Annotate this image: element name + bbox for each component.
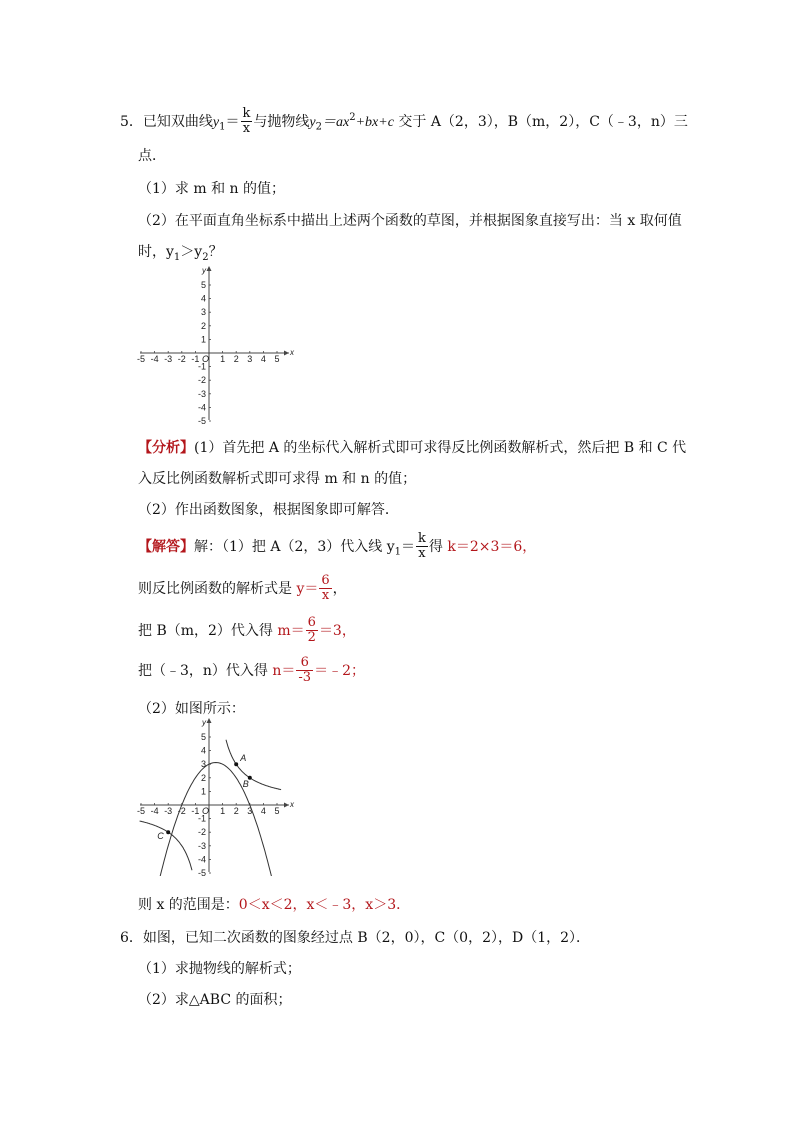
x-tick-label: -5 xyxy=(136,806,146,816)
y-tick-label: 4 xyxy=(200,293,206,304)
y-arrow xyxy=(207,718,212,723)
analysis-line2: 入反比例函数解析式即可求得 m 和 n 的值； xyxy=(138,471,417,487)
y-tick-label: 4 xyxy=(200,745,206,756)
y-tick-label: 2 xyxy=(200,772,206,783)
parabola-curve xyxy=(160,763,272,877)
answer-line2: 则反比例函数的解析式是 y＝ $\frac{6}{x}$ ， xyxy=(138,573,347,604)
answer-line1: 【解答】解：（1）把 A（2，3）代入线 $y_1=$ $\frac{k}{x}$ 得 k＝2×3＝6， xyxy=(138,531,537,562)
y-tick-label: -1 xyxy=(197,813,206,824)
y1-subscript: 1 xyxy=(219,121,226,133)
q5-line2: 点． xyxy=(138,148,166,164)
x-tick-label: 3 xyxy=(247,354,253,364)
y-tick-label: -3 xyxy=(197,388,206,399)
six-over-neg-three: $\frac{6}{-3}$ xyxy=(298,655,312,686)
x-tick-label: 3 xyxy=(247,806,253,816)
x-tick-label: -1 xyxy=(191,354,200,364)
y-tick-label: 5 xyxy=(200,732,206,742)
y-tick-label: 1 xyxy=(200,786,206,797)
x-axis-label: x xyxy=(290,348,294,357)
y1-symbol: y xyxy=(212,114,220,130)
answer-graph xyxy=(134,714,302,876)
intersection-point xyxy=(234,762,238,766)
x-tick-label: 4 xyxy=(260,806,266,816)
intersection-point xyxy=(166,830,170,834)
six-over-two: $\frac{6}{2}$ xyxy=(307,615,316,646)
q5-part1: （1）求 m 和 n 的值； xyxy=(138,181,285,197)
y-tick-label: 5 xyxy=(200,280,206,290)
y-axis-label: y xyxy=(202,718,206,727)
answer-line3: 把 B（m，2）代入得 m＝ $\frac{6}{2}$ ＝3， xyxy=(138,615,356,646)
point-label: C xyxy=(157,831,164,842)
y-tick-label: -4 xyxy=(197,854,206,865)
square: 2 xyxy=(349,112,356,124)
y2-symbol: y xyxy=(309,114,316,130)
y-tick-label: 3 xyxy=(200,759,206,770)
poly2: +bx+c xyxy=(355,114,394,130)
x-tick-label: 2 xyxy=(233,354,239,364)
x-tick-label: -2 xyxy=(177,806,186,816)
q5-text3: 交于 A（2，3），B（m，2），C（﹣3，n）三 xyxy=(393,113,688,130)
q5-number: 5． xyxy=(120,113,143,130)
equals: ＝ xyxy=(225,113,240,130)
y-tick-label: -5 xyxy=(197,868,206,876)
q6-part2: （2）求△ABC 的面积； xyxy=(138,992,292,1008)
analysis-line1: 【分析】(1）首先把 A 的坐标代入解析式即可求得反比例函数解析式，然后把 B 和 C 代 xyxy=(138,440,687,456)
y-tick-label: -1 xyxy=(197,361,206,372)
q5-text2: 与抛物线 xyxy=(253,113,310,130)
x-arrow xyxy=(284,351,289,356)
y-tick-label: -5 xyxy=(197,416,206,424)
q5-part2-cont: 时，$y_1>y_2$？ xyxy=(138,244,223,263)
analysis-line3: （2）作出函数图象，根据图象即可解答． xyxy=(138,502,399,518)
x-tick-label: 5 xyxy=(274,354,280,364)
x-arrow xyxy=(284,803,289,808)
x-tick-label: 5 xyxy=(274,806,280,816)
answer-line5: （2）如图所示： xyxy=(138,701,245,717)
x-tick-label: 2 xyxy=(233,806,239,816)
q6-line1: 6．如图，已知二次函数的图象经过点 B（2，0），C（0，2），D（1，2）． xyxy=(120,930,591,946)
point-label: A xyxy=(240,753,247,764)
answer-tag: 【解答】 xyxy=(138,538,194,555)
six-over-x: $\frac{6}{x}$ xyxy=(321,573,330,604)
origin-label: O xyxy=(202,354,210,364)
point-label: B xyxy=(242,778,249,789)
q6-number: 6． xyxy=(120,930,143,946)
x-tick-label: 1 xyxy=(220,354,226,364)
empty-coordinate-axes xyxy=(134,262,302,424)
y-arrow xyxy=(207,266,212,271)
x-tick-label: 4 xyxy=(260,354,266,364)
y-tick-label: -3 xyxy=(197,840,206,851)
x-tick-label: -3 xyxy=(164,806,173,816)
x-tick-label: -4 xyxy=(150,806,159,816)
q5-line1 xyxy=(120,107,688,137)
k-over-x: $\frac{k}{x}$ xyxy=(418,531,426,562)
y-tick-label: 2 xyxy=(200,320,206,331)
y-axis-label: y xyxy=(202,266,206,275)
x-axis-label: x xyxy=(290,800,294,809)
poly: ＝ax xyxy=(322,114,350,130)
answer-line6: 则 x 的范围是：0＜x＜2，x＜﹣3，x＞3． xyxy=(138,897,411,913)
x-tick-label: -3 xyxy=(164,354,173,364)
x-tick-label: -5 xyxy=(136,354,146,364)
y-tick-label: 3 xyxy=(200,307,206,318)
origin-label: O xyxy=(202,806,210,816)
analysis-tag: 【分析】 xyxy=(138,440,194,456)
k-over-x-fraction: $\frac{k}{x}$ xyxy=(242,106,251,137)
x-tick-label: -2 xyxy=(177,354,186,364)
q5-part2: （2）在平面直角坐标系中描出上述两个函数的草图，并根据图象直接写出：当 x 取何值 xyxy=(138,213,682,229)
q6-part1: （1）求抛物线的解析式； xyxy=(138,961,301,977)
y2-subscript: 2 xyxy=(315,121,322,133)
x-tick-label: -1 xyxy=(191,806,200,816)
q5-text: 已知双曲线 xyxy=(142,113,213,130)
y-tick-label: 1 xyxy=(200,334,206,345)
x-tick-label: -4 xyxy=(150,354,159,364)
y-tick-label: -2 xyxy=(197,827,206,838)
answer-line4: 把（﹣3，n）代入得 n＝ $\frac{6}{-3}$ ＝﹣2； xyxy=(138,655,365,686)
y-tick-label: -2 xyxy=(197,375,206,386)
x-tick-label: 1 xyxy=(220,806,226,816)
hyperbola-left-branch xyxy=(140,821,192,870)
y-tick-label: -4 xyxy=(197,402,206,413)
